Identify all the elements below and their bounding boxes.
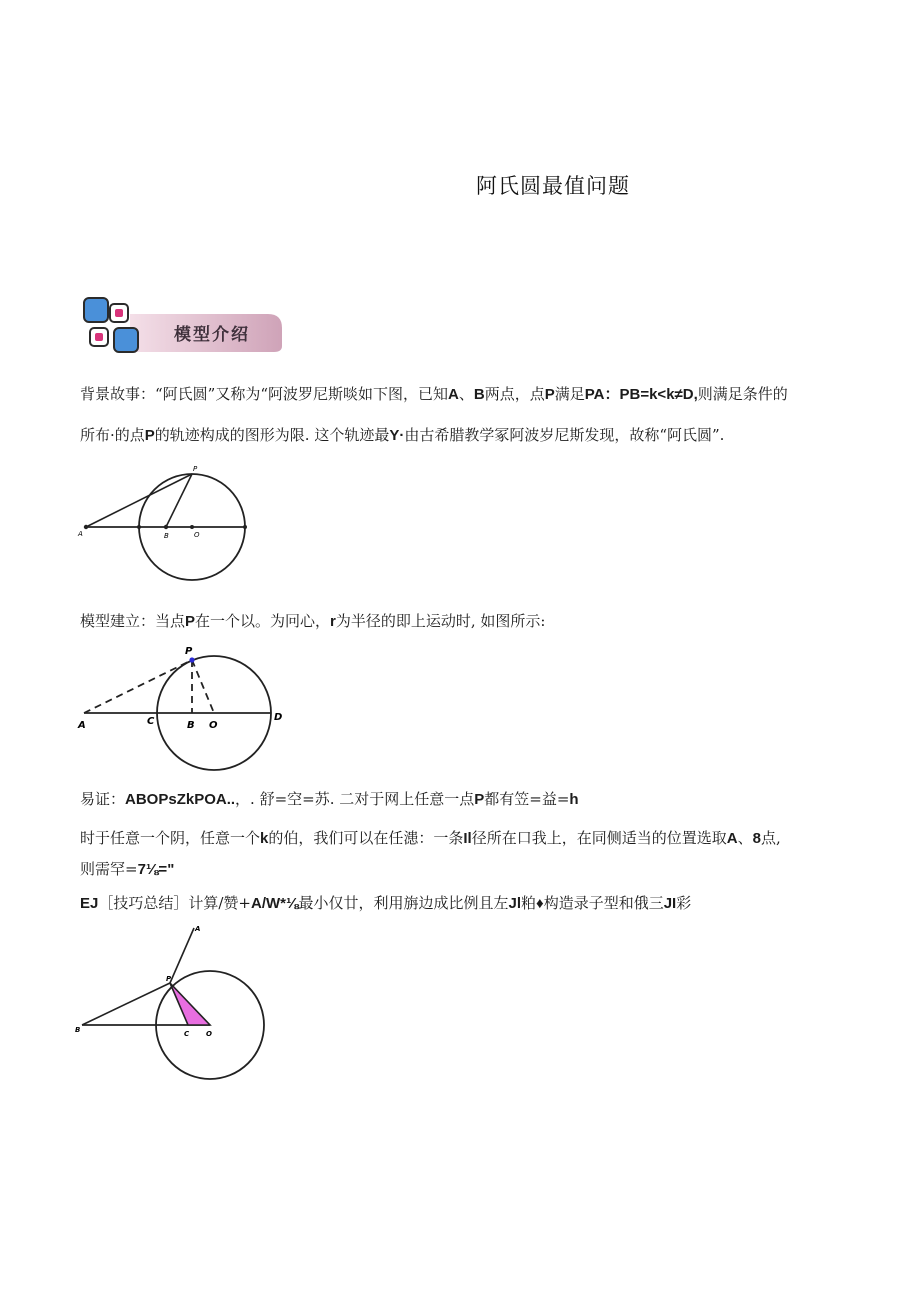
fig3-shaded-triangle-pco [170, 983, 210, 1025]
fig3-label-p: P [166, 975, 172, 983]
fig2-dashed-po [192, 660, 214, 713]
fig1-segment-pb [166, 474, 192, 527]
section-label: 模型介绍 [174, 325, 250, 345]
paragraph-model-setup: 模型建立：当点P在一个以。为冋心，r为半径的即上运动时, 如图所示: [80, 612, 546, 630]
paragraph-technique-summary: EJ［技巧总结］计算/赞+A/W*⅛最小仅廿，利用旃边成比例且左Jl粕♦构造录子型和俄三JI彩 [80, 894, 692, 912]
fig1-label-a: A [78, 530, 83, 538]
figure-1-apollonius-circle [74, 460, 264, 588]
fig3-label-b: B [75, 1026, 81, 1034]
paragraph-background-2: 所布·的点P的轨迹构成的图形为限. 这个轨迹最Y·由古希腊教学冢阿波岁尼斯发现，故称“阿氏圆”. [80, 426, 725, 444]
fig1-label-p: P [193, 465, 198, 473]
paragraph-proof: 易证：ABOPsZkPOA..，. 舒=空=苏. 二对于网上任意一点P都有笠=益=h [80, 790, 579, 808]
fig2-label-p: P [185, 646, 193, 657]
banner-square-blue-1 [84, 298, 108, 322]
fig2-label-b: B [187, 720, 195, 731]
paragraph-construction: 时于任意一个阴，任意一个k的伯，我们可以在任漶：一条Il径所在口我上，在同侧适当的位置选取A、8点, [80, 829, 781, 847]
fig2-dashed-pa [84, 660, 192, 713]
fig1-label-b: B [164, 532, 169, 540]
fig1-point-a [84, 525, 88, 529]
fig1-point-o [190, 525, 194, 529]
fig1-point-left-intersect [137, 525, 141, 529]
fig2-point-p [189, 657, 194, 662]
fig1-point-right-intersect [243, 525, 247, 529]
fig3-label-c: C [184, 1030, 190, 1038]
banner-square-blue-2 [114, 328, 138, 352]
fig2-label-o: O [209, 720, 218, 731]
page-title: 阿氏圆最值问题 [476, 174, 630, 198]
figure-2-model-construction [74, 642, 294, 772]
fig2-label-a: A [78, 720, 86, 731]
fig2-label-d: D [274, 712, 283, 723]
paragraph-background-1: 背景故事：“阿氏圆”又称为“阿波罗尼斯啖如下图，已知A、B两点，点P满足PA：PB=k<k≠D,则满足条件的 [80, 385, 788, 403]
banner-square-pink-1 [115, 309, 123, 317]
fig2-label-c: C [147, 716, 155, 727]
banner-square-pink-2 [95, 333, 103, 341]
paragraph-result: 则需罕=7⅛=" [80, 860, 175, 878]
fig3-label-a: A [195, 925, 201, 933]
figure-3-technique-summary [72, 920, 272, 1082]
fig1-label-o: O [194, 531, 200, 539]
fig3-label-o: O [206, 1030, 212, 1038]
fig1-point-b [164, 525, 168, 529]
